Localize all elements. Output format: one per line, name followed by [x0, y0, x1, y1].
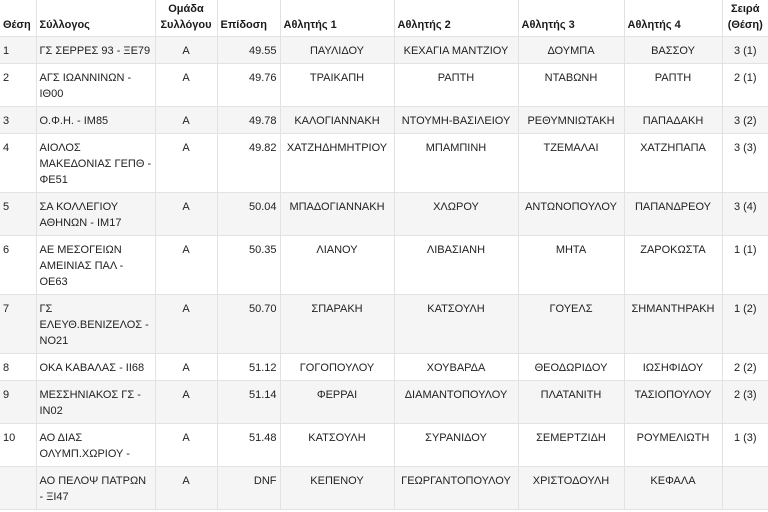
table-row	[0, 467, 768, 510]
cell-team: Α	[155, 354, 217, 381]
cell-athlete-1: ΤΡΑΙΚΑΠΗ	[280, 64, 394, 107]
cell-heat: 1 (2)	[722, 295, 768, 354]
cell-club: ΓΣ ΕΛΕΥΘ.ΒΕΝΙΖΕΛΟΣ - ΝΟ21	[36, 295, 155, 354]
cell-performance: 50.35	[217, 236, 280, 295]
cell-performance: 50.70	[217, 295, 280, 354]
table-row	[0, 354, 768, 381]
cell-athlete-2: ΚΑΤΣΟΥΛΗ	[394, 295, 518, 354]
cell-heat: 2 (3)	[722, 381, 768, 424]
cell-team: Α	[155, 295, 217, 354]
cell-athlete-1: ΓΟΓΟΠΟΥΛΟΥ	[280, 354, 394, 381]
cell-athlete-4: ΒΑΣΣΟΥ	[624, 37, 722, 64]
cell-position: 7	[0, 295, 36, 354]
cell-heat: 3 (3)	[722, 134, 768, 193]
header-heat[interactable]: Σειρά (Θέση)	[722, 0, 768, 37]
cell-athlete-2: ΔΙΑΜΑΝΤΟΠΟΥΛΟΥ	[394, 381, 518, 424]
cell-athlete-4: ΧΑΤΖΗΠΑΠΑ	[624, 134, 722, 193]
cell-team: Α	[155, 236, 217, 295]
header-row	[0, 0, 768, 37]
header-performance[interactable]: Επίδοση	[217, 0, 280, 37]
cell-performance: 49.55	[217, 37, 280, 64]
cell-team: Α	[155, 193, 217, 236]
cell-position: 2	[0, 64, 36, 107]
header-position[interactable]: Θέση	[0, 0, 36, 37]
header-athlete-1[interactable]: Αθλητής 1	[280, 0, 394, 37]
table-header	[0, 0, 768, 37]
cell-position: 10	[0, 424, 36, 467]
cell-athlete-3: ΝΤΑΒΩΝΗ	[518, 64, 624, 107]
cell-club: ΑΙΟΛΟΣ ΜΑΚΕΔΟΝΙΑΣ ΓΕΠΘ - ΦΕ51	[36, 134, 155, 193]
cell-heat: 3 (2)	[722, 107, 768, 134]
table-row	[0, 424, 768, 467]
cell-heat: 3 (1)	[722, 37, 768, 64]
cell-athlete-3: ΠΛΑΤΑΝΙΤΗ	[518, 381, 624, 424]
cell-position: 1	[0, 37, 36, 64]
cell-athlete-4: ΙΩΣΗΦΙΔΟΥ	[624, 354, 722, 381]
cell-club: ΣΑ ΚΟΛΛΕΓΙΟΥ ΑΘΗΝΩΝ - ΙΜ17	[36, 193, 155, 236]
cell-athlete-2: ΚΕΧΑΓΙΑ ΜΑΝΤΖΙΟΥ	[394, 37, 518, 64]
cell-athlete-1: ΛΙΑΝΟΥ	[280, 236, 394, 295]
cell-performance: 49.76	[217, 64, 280, 107]
cell-athlete-3: ΣΕΜΕΡΤΖΙΔΗ	[518, 424, 624, 467]
cell-team: Α	[155, 467, 217, 510]
cell-team: Α	[155, 381, 217, 424]
cell-position: 9	[0, 381, 36, 424]
cell-performance: 51.48	[217, 424, 280, 467]
cell-athlete-4: ΖΑΡΟΚΩΣΤΑ	[624, 236, 722, 295]
cell-performance: 49.78	[217, 107, 280, 134]
cell-athlete-1: ΠΑΥΛΙΔΟΥ	[280, 37, 394, 64]
cell-performance: 49.82	[217, 134, 280, 193]
table-row	[0, 64, 768, 107]
cell-club: ΑΟ ΔΙΑΣ ΟΛΥΜΠ.ΧΩΡΙΟΥ -	[36, 424, 155, 467]
cell-club: ΓΣ ΣΕΡΡΕΣ 93 - ΞΕ79	[36, 37, 155, 64]
cell-performance: 50.04	[217, 193, 280, 236]
table-row	[0, 107, 768, 134]
cell-athlete-4: ΡΟΥΜΕΛΙΩΤΗ	[624, 424, 722, 467]
cell-athlete-2: ΡΑΠΤΗ	[394, 64, 518, 107]
header-athlete-2[interactable]: Αθλητής 2	[394, 0, 518, 37]
header-team[interactable]: Ομάδα Συλλόγου	[155, 0, 217, 37]
cell-athlete-3: ΔΟΥΜΠΑ	[518, 37, 624, 64]
cell-athlete-3: ΤΖΕΜΑΛΑΙ	[518, 134, 624, 193]
cell-position: 5	[0, 193, 36, 236]
cell-heat: 1 (1)	[722, 236, 768, 295]
cell-athlete-4: ΤΑΣΙΟΠΟΥΛΟΥ	[624, 381, 722, 424]
cell-athlete-2: ΓΕΩΡΓΑΝΤΟΠΟΥΛΟΥ	[394, 467, 518, 510]
cell-club: Ο.Φ.Η. - ΙΜ85	[36, 107, 155, 134]
cell-athlete-1: ΧΑΤΖΗΔΗΜΗΤΡΙΟΥ	[280, 134, 394, 193]
table-row	[0, 193, 768, 236]
cell-athlete-2: ΝΤΟΥΜΗ-ΒΑΣΙΛΕΙΟΥ	[394, 107, 518, 134]
cell-club: ΑΟ ΠΕΛΟΨ ΠΑΤΡΩΝ - ΞΙ47	[36, 467, 155, 510]
cell-performance: 51.14	[217, 381, 280, 424]
cell-heat: 1 (3)	[722, 424, 768, 467]
cell-position: 8	[0, 354, 36, 381]
cell-athlete-3: ΧΡΙΣΤΟΔΟΥΛΗ	[518, 467, 624, 510]
cell-athlete-1: ΣΠΑΡΑΚΗ	[280, 295, 394, 354]
cell-athlete-3: ΡΕΘΥΜΝΙΩΤΑΚΗ	[518, 107, 624, 134]
table-row	[0, 236, 768, 295]
cell-heat: 2 (2)	[722, 354, 768, 381]
cell-team: Α	[155, 134, 217, 193]
cell-performance: DNF	[217, 467, 280, 510]
table-row	[0, 37, 768, 64]
cell-team: Α	[155, 424, 217, 467]
header-club[interactable]: Σύλλογος	[36, 0, 155, 37]
cell-athlete-3: ΘΕΟΔΩΡΙΔΟΥ	[518, 354, 624, 381]
cell-athlete-1: ΚΕΠΕΝΟΥ	[280, 467, 394, 510]
table-body	[0, 37, 768, 510]
cell-athlete-4: ΚΕΦΑΛΑ	[624, 467, 722, 510]
cell-athlete-2: ΛΙΒΑΣΙΑΝΗ	[394, 236, 518, 295]
cell-athlete-2: ΣΥΡΑΝΙΔΟΥ	[394, 424, 518, 467]
cell-position: 4	[0, 134, 36, 193]
cell-club: ΜΕΣΣΗΝΙΑΚΟΣ ΓΣ - ΙΝ02	[36, 381, 155, 424]
table-row	[0, 295, 768, 354]
cell-team: Α	[155, 107, 217, 134]
cell-team: Α	[155, 37, 217, 64]
cell-athlete-3: ΜΗΤΑ	[518, 236, 624, 295]
cell-team: Α	[155, 64, 217, 107]
cell-position	[0, 467, 36, 510]
cell-position: 6	[0, 236, 36, 295]
header-athlete-3[interactable]: Αθλητής 3	[518, 0, 624, 37]
cell-club: ΟΚΑ ΚΑΒΑΛΑΣ - ΙΙ68	[36, 354, 155, 381]
cell-athlete-4: ΡΑΠΤΗ	[624, 64, 722, 107]
cell-club: ΑΓΣ ΙΩΑΝΝΙΝΩΝ - ΙΘ00	[36, 64, 155, 107]
cell-heat: 3 (4)	[722, 193, 768, 236]
cell-heat	[722, 467, 768, 510]
cell-heat: 2 (1)	[722, 64, 768, 107]
cell-position: 3	[0, 107, 36, 134]
cell-performance: 51.12	[217, 354, 280, 381]
cell-athlete-1: ΚΑΛΟΓΙΑΝΝΑΚΗ	[280, 107, 394, 134]
cell-athlete-4: ΠΑΠΑΝΔΡΕΟΥ	[624, 193, 722, 236]
table-row	[0, 134, 768, 193]
cell-athlete-1: ΦΕΡΡΑΙ	[280, 381, 394, 424]
cell-athlete-4: ΣΗΜΑΝΤΗΡΑΚΗ	[624, 295, 722, 354]
cell-athlete-2: ΧΛΩΡΟΥ	[394, 193, 518, 236]
header-athlete-4[interactable]: Αθλητής 4	[624, 0, 722, 37]
cell-athlete-1: ΚΑΤΣΟΥΛΗ	[280, 424, 394, 467]
cell-athlete-2: ΜΠΑΜΠΙΝΗ	[394, 134, 518, 193]
cell-athlete-4: ΠΑΠΑΔΑΚΗ	[624, 107, 722, 134]
cell-club: ΑΕ ΜΕΣΟΓΕΙΩΝ ΑΜΕΙΝΙΑΣ ΠΑΛ - ΟΕ63	[36, 236, 155, 295]
table-row	[0, 381, 768, 424]
cell-athlete-1: ΜΠΑΔΟΓΙΑΝΝΑΚΗ	[280, 193, 394, 236]
cell-athlete-3: ΑΝΤΩΝΟΠΟΥΛΟΥ	[518, 193, 624, 236]
cell-athlete-3: ΓΟΥΕΛΣ	[518, 295, 624, 354]
cell-athlete-2: ΧΟΥΒΑΡΔΑ	[394, 354, 518, 381]
